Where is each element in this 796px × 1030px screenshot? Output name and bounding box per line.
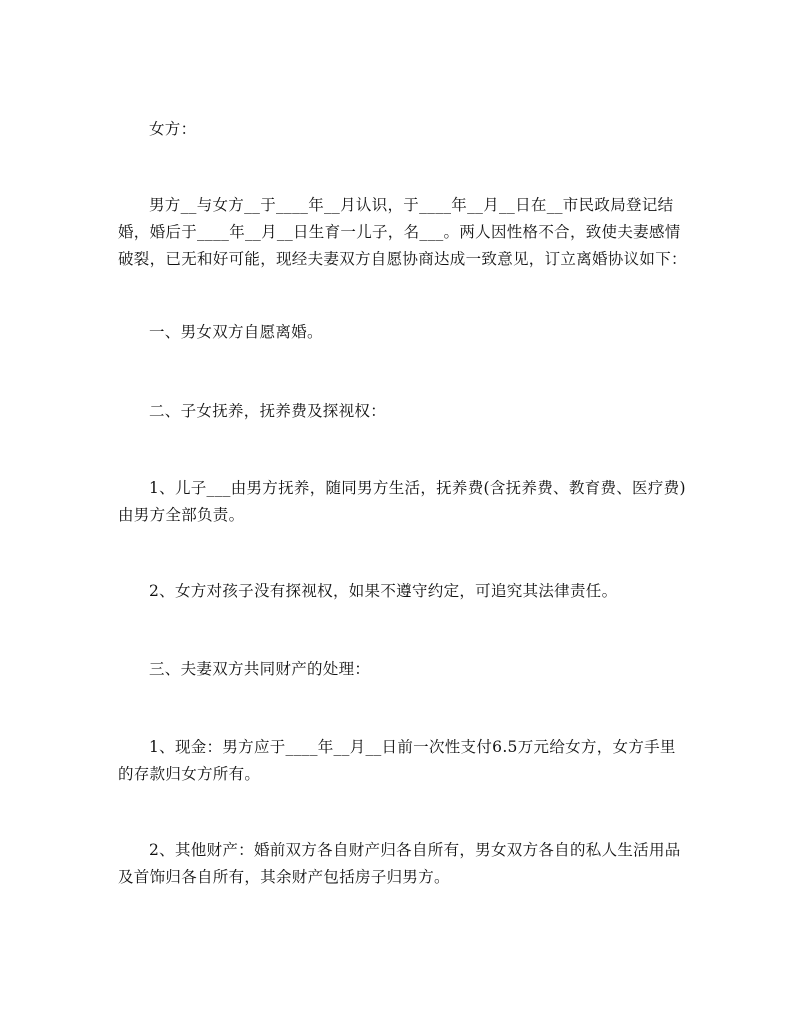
text-line: 女方： xyxy=(149,120,197,138)
text-line: 由男方全部负责。 xyxy=(118,506,245,524)
clause-3-1-paragraph xyxy=(118,734,678,788)
clause-3-2-paragraph xyxy=(118,837,681,891)
clause-2-1-paragraph xyxy=(118,475,686,529)
text-line: 2、女方对孩子没有探视权，如果不遵守约定，可追究其法律责任。 xyxy=(149,582,618,600)
female-party-label xyxy=(118,116,678,143)
text-line: 2、其他财产：婚前双方各自财产归各自所有，男女双方各自的私人生活用品 xyxy=(149,841,681,859)
text-line: 一、男女双方自愿离婚。 xyxy=(149,323,323,341)
text-line: 1、儿子___由男方抚养，随同男方生活，抚养费(含抚养费、教育费、医疗费) xyxy=(149,479,686,497)
text-line: 男方__与女方__于____年__月认识，于____年__月__日在__市民政局登记结 xyxy=(149,196,674,214)
text-line: 破裂，已无和好可能，现经夫妻双方自愿协商达成一致意见，订立离婚协议如下： xyxy=(118,250,687,268)
preamble-paragraph xyxy=(118,192,687,273)
text-line: 二、子女抚养，抚养费及探视权： xyxy=(149,402,387,420)
text-line: 三、夫妻双方共同财产的处理： xyxy=(149,660,371,678)
text-line: 的存款归女方所有。 xyxy=(118,765,261,783)
clause-3-heading xyxy=(118,656,678,683)
text-line: 婚，婚后于____年__月__日生育一儿子，名___。两人因性格不合，致使夫妻感情 xyxy=(118,223,681,241)
clause-1-heading xyxy=(118,319,678,346)
text-line: 1、现金：男方应于____年__月__日前一次性支付6.5万元给女方，女方手里 xyxy=(149,738,676,756)
text-line: 及首饰归各自所有，其余财产包括房子归男方。 xyxy=(118,868,450,886)
clause-2-heading xyxy=(118,398,678,425)
clause-2-2-paragraph xyxy=(118,578,678,605)
